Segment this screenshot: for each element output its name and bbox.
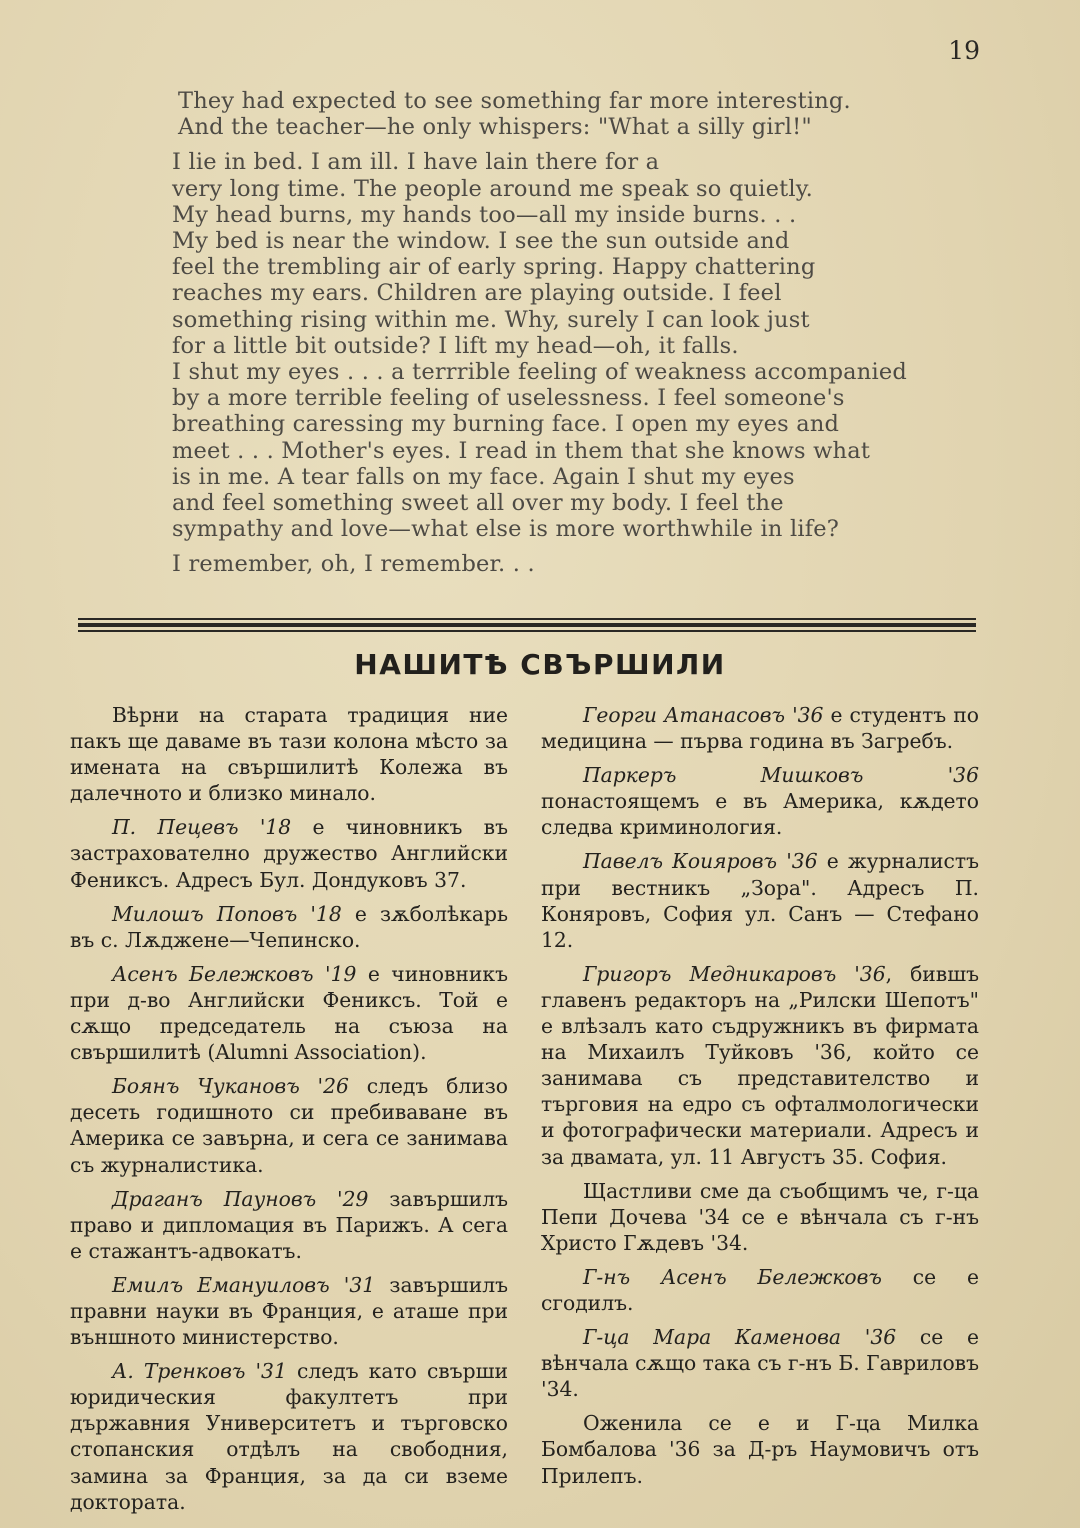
alumni-name: Григоръ Медникаровъ '36 [583,961,886,986]
right-column [541,702,979,1489]
page-number: 19 [948,36,980,65]
alumni-name: Г-нъ Асенъ Бележковъ [583,1264,882,1289]
alumni-name: А. Тренковъ '31 [112,1359,287,1384]
alumni-text: завършилъ право и дипломация въ Парижъ. А сега е стажантъ-адвокатъ. [70,1186,508,1263]
poem-line: by a more terrible feeling of uselessness. I feel someone's [172,385,845,412]
alumni-name: Паркеръ Мишковъ '36 [583,763,979,788]
alumni-text: е чиновникъ при д-во Английски Фениксъ. Той е сѫщо председатель на съюза на свършилитѣ (Alumni Association). [70,961,508,1065]
alumni-name: П. Пецевъ '18 [112,815,292,840]
alumni-text: , бившъ главенъ редакторъ на „Рилски Шепотъ" е влѣзалъ като съдружникъ въ фирмата на Михаилъ Туйковъ '36, който се занимава съ представителство и търговия на едро съ офталмологически и фотографически материали. Адресъ и за двамата, ул. 11 Августъ 35. София. [541,961,979,1169]
alumni-entry [541,762,979,840]
alumni-text: Вѣрни на старата традиция ние пакъ ще даваме въ тази колона мѣсто за имената на свършилитѣ Колежа въ далечното и близко минало. [70,703,508,806]
alumni-text: следъ като свърши юридическия факултетъ при държавния Университетъ и търговско стопанския отдѣлъ на свободния, замина за Франция, за да си вземе доктората. [70,1359,508,1514]
alumni-text: понастоящемъ е въ Америка, кѫдето следва криминология. [541,789,979,840]
poem-line: My head burns, my hands too—all my inside burns. . . [172,201,797,228]
alumni-name: Емилъ Емануиловъ '31 [112,1272,376,1297]
divider-line [78,630,976,632]
poem-line: sympathy and love—what else is more worthwhile in life? [172,516,840,543]
poem-line: very long time. The people around me speak so quietly. [172,175,814,202]
alumni-entry [70,1358,508,1515]
alumni-name: Павелъ Коияровъ '36 [583,849,818,874]
announcement [541,1410,979,1488]
alumni-text: Щастливи сме да съобщимъ че, г-ца Пепи Дочева '34 се е вѣнчала съ г-нъ Христо Гѫдевъ '34. [541,1178,979,1255]
poem-stanza-3 [172,551,932,577]
poem-stanza-1 [178,88,932,140]
announcement [541,1178,979,1256]
intro-paragraph [70,702,508,806]
alumni-text: се е вѣнчала сѫщо така съ г-нъ Б. Гавриловъ '34. [541,1325,979,1402]
alumni-name: Милошъ Поповъ '18 [112,901,342,926]
divider-line [78,623,976,627]
alumni-name: Драганъ Пауновъ '29 [112,1186,369,1211]
alumni-name: Г-ца Мара Каменова '36 [583,1325,897,1350]
poem-line: I shut my eyes . . . a terrrible feeling of weakness accompanied [172,359,907,386]
alumni-text: завършилъ правни науки въ Франция, е аташе при външното министерство. [70,1272,508,1350]
section-divider [78,618,976,634]
alumni-entry [70,901,508,953]
alumni-text: е студентъ по медицина — първа година въ Загребъ. [541,703,979,754]
announcement [541,1324,979,1402]
poem-line: meet . . . Mother's eyes. I read in them that she knows what [172,437,871,464]
alumni-name: Георги Атанасовъ '36 [583,703,824,727]
poem-line: They had expected to see something far more interesting. [178,88,851,114]
alumni-entry [70,1186,508,1264]
alumni-text: е чиновникъ въ застрахователно дружество Английски Фениксъ. Адресъ Бул. Дондуковъ 37. [70,815,508,892]
alumni-text: се е сгодилъ. [541,1264,979,1315]
section-title: НАШИТѢ СВЪРШИЛИ [354,648,726,681]
alumni-name: Боянъ Чукановъ '26 [112,1074,349,1099]
poem-line: for a little bit outside? I lift my head—oh, it falls. [172,332,739,359]
poem-line: feel the trembling air of early spring. Happy chattering [172,254,816,281]
left-column [70,702,508,1515]
alumni-entry [70,1073,508,1177]
poem [172,88,932,587]
alumni-entry [70,1272,508,1350]
poem-line: and feel something sweet all over my body. I feel the [172,490,784,517]
poem-stanza-2 [172,149,932,542]
poem-line: something rising within me. Why, surely I can look just [172,306,810,333]
poem-line: reaches my ears. Children are playing outside. I feel [172,280,782,307]
alumni-entry [541,848,979,952]
poem-line: is in me. A tear falls on my face. Again I shut my eyes [172,463,795,490]
alumni-entry [541,961,979,1170]
poem-line: My bed is near the window. I see the sun outside and [172,228,790,255]
alumni-text: следъ близо десеть годишното си пребиваване въ Америка се завърна, и сега се занимава съ журналистика. [70,1074,508,1177]
poem-line: breathing caressing my burning face. I open my eyes and [172,411,840,438]
poem-line: I remember, oh, I remember. . . [172,551,535,578]
poem-line: I lie in bed. I am ill. I have lain there for a [172,149,660,176]
alumni-name: Асенъ Бележковъ '19 [112,961,357,986]
alumni-entry [70,814,508,892]
alumni-entry [70,961,508,1065]
alumni-text: Оженила се е и Г-ца Милка Бомбалова '36 за Д-ръ Наумовичъ отъ Прилепъ. [541,1411,979,1488]
announcement [541,1264,979,1316]
poem-line: And the teacher—he only whispers: "What a silly girl!" [178,114,812,141]
divider-line [78,618,976,620]
alumni-entry [541,702,979,754]
alumni-text: е журналистъ при вестникъ „Зора". Адресъ П. Коняровъ, София ул. Санъ — Стефано 12. [541,849,979,952]
alumni-text: е зѫболѣкарь въ с. Лѫджене—Чепинско. [70,901,508,952]
